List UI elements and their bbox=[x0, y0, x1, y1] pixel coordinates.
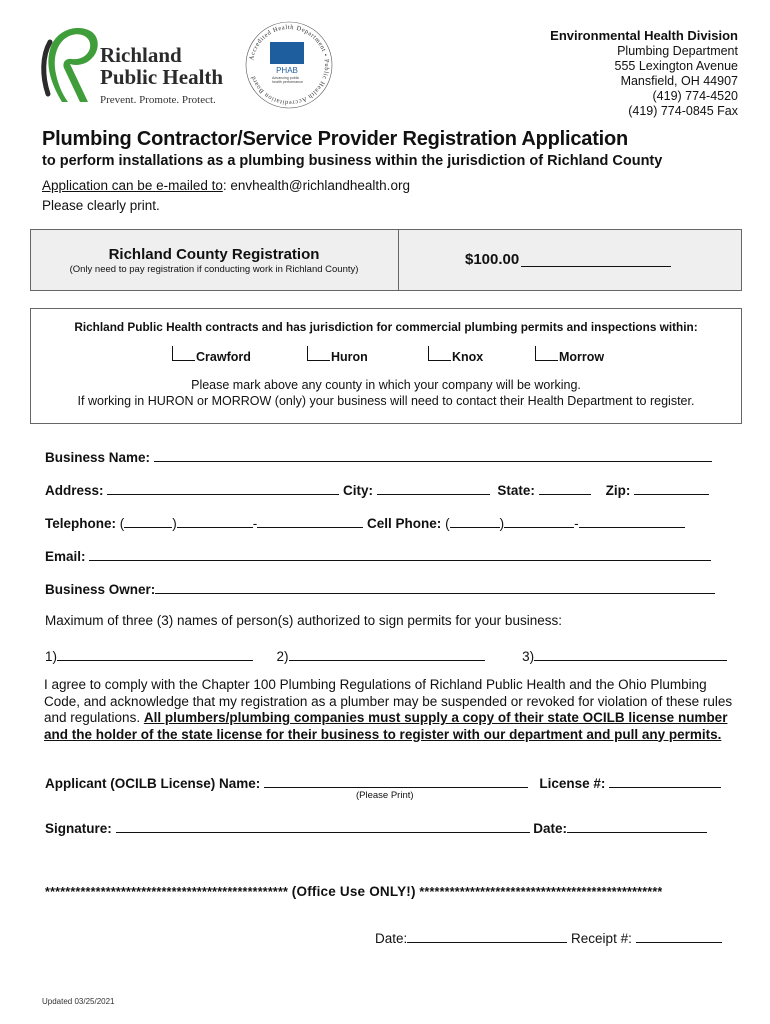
address-row bbox=[45, 481, 709, 498]
office-use-header bbox=[45, 884, 662, 899]
county-checkbox[interactable] bbox=[535, 346, 558, 361]
seal-abbr: PHAB bbox=[276, 66, 298, 75]
email-address-link[interactable]: envhealth@richlandhealth.org bbox=[226, 178, 410, 193]
email-label: Application can be e-mailed to bbox=[42, 178, 223, 193]
updated-date: Updated 03/25/2021 bbox=[42, 997, 115, 1006]
county-option-morrow[interactable] bbox=[535, 346, 604, 364]
business-owner-row bbox=[45, 580, 715, 597]
business-name-field[interactable] bbox=[154, 448, 712, 462]
county-note-register: If working in HURON or MORROW (only) your business will need to contact their Health Department to register. bbox=[77, 394, 695, 408]
contact-block bbox=[550, 28, 738, 119]
fax-number: (419) 774-0845 Fax bbox=[628, 104, 738, 118]
signer1-label: 1) bbox=[45, 649, 58, 664]
office-use-label: (Office Use ONLY!) bbox=[291, 884, 416, 899]
business-name-row bbox=[45, 448, 712, 465]
telephone-line-field[interactable] bbox=[257, 514, 363, 528]
county-checkbox[interactable] bbox=[172, 346, 195, 361]
seal-inner-text: Advancing public health performance bbox=[272, 76, 303, 84]
cell-area-code-field[interactable] bbox=[450, 514, 500, 528]
city-label: City: bbox=[343, 483, 374, 498]
county-checkbox[interactable] bbox=[428, 346, 451, 361]
phone-number: (419) 774-4520 bbox=[652, 89, 738, 103]
seal-ring-text: Accredited Health Department • Public Health Accreditation Board bbox=[248, 23, 331, 107]
county-label: Crawford bbox=[196, 350, 251, 364]
zip-label: Zip: bbox=[605, 483, 631, 498]
form-title: Plumbing Contractor/Service Provider Registration Application bbox=[42, 128, 629, 150]
form-subtitle: to perform installations as a plumbing business within the jurisdiction of Richland County bbox=[42, 153, 663, 169]
cell-line-field[interactable] bbox=[579, 514, 685, 528]
address-field[interactable] bbox=[107, 481, 339, 495]
signers-row bbox=[45, 647, 727, 664]
telephone-area-code-field[interactable] bbox=[124, 514, 172, 528]
signers-intro: Maximum of three (3) names of person(s) authorized to sign permits for your business: bbox=[45, 613, 562, 628]
logo-tagline: Prevent. Promote. Protect. bbox=[100, 94, 216, 106]
business-owner-field[interactable] bbox=[155, 580, 715, 594]
state-field[interactable] bbox=[539, 481, 591, 495]
county-label: Huron bbox=[331, 350, 368, 364]
office-date-label: Date: bbox=[375, 931, 408, 946]
license-field[interactable] bbox=[609, 774, 721, 788]
phab-accreditation-seal bbox=[244, 20, 334, 110]
county-option-crawford[interactable] bbox=[172, 346, 251, 364]
signature-date-label: Date: bbox=[533, 821, 568, 836]
receipt-field[interactable] bbox=[636, 929, 722, 943]
please-print-hint: (Please Print) bbox=[356, 790, 414, 801]
email-row bbox=[45, 547, 711, 564]
email-field[interactable] bbox=[89, 547, 711, 561]
county-option-huron[interactable] bbox=[307, 346, 368, 364]
county-note-mark: Please mark above any county in which your company will be working. bbox=[191, 378, 581, 392]
agreement-text: I agree to comply with the Chapter 100 Plumbing Regulations of Richland Public Health and the Ohio Plumbing Code, and acknowledge that my registration as a plumber may be suspended or revoked for violation of these rules and regulations. bbox=[44, 677, 733, 725]
office-stars-right: ************************************************ bbox=[419, 885, 663, 899]
registration-title: Richland County Registration bbox=[108, 246, 320, 263]
signature-field[interactable] bbox=[116, 819, 530, 833]
signature-label: Signature: bbox=[45, 821, 112, 836]
signature-date-field[interactable] bbox=[567, 819, 707, 833]
telephone-prefix-field[interactable] bbox=[177, 514, 253, 528]
zip-field[interactable] bbox=[634, 481, 709, 495]
agreement-paragraph bbox=[44, 677, 734, 743]
business-owner-label: Business Owner: bbox=[45, 582, 156, 597]
office-date-row bbox=[375, 929, 722, 946]
receipt-label: Receipt #: bbox=[571, 931, 632, 946]
office-stars-left: ************************************************ bbox=[45, 885, 289, 899]
signer1-field[interactable] bbox=[57, 647, 253, 661]
applicant-row bbox=[45, 774, 721, 791]
cell-phone-label: Cell Phone: bbox=[367, 516, 442, 531]
division-name: Environmental Health Division bbox=[550, 28, 738, 43]
county-checkbox[interactable] bbox=[307, 346, 330, 361]
business-name-label: Business Name: bbox=[45, 450, 151, 465]
signer2-field[interactable] bbox=[289, 647, 485, 661]
signer3-field[interactable] bbox=[534, 647, 727, 661]
county-label: Knox bbox=[452, 350, 484, 364]
registration-fee-field[interactable] bbox=[521, 252, 671, 267]
applicant-name-field[interactable] bbox=[264, 774, 528, 788]
agreement-requirement: All plumbers/plumbing companies must supply a copy of their state OCILB license number and the holder of the state license for their business to register with our department and pull any permits. bbox=[44, 710, 728, 742]
state-label: State: bbox=[497, 483, 535, 498]
registration-divider bbox=[398, 229, 399, 291]
street-address: 555 Lexington Avenue bbox=[614, 59, 738, 73]
county-intro: Richland Public Health contracts and has jurisdiction for commercial plumbing permits and inspections within: bbox=[74, 320, 698, 334]
logo-name-line2: Public Health bbox=[100, 65, 224, 89]
city-field[interactable] bbox=[377, 481, 490, 495]
county-option-knox[interactable] bbox=[428, 346, 483, 364]
cell-prefix-field[interactable] bbox=[504, 514, 574, 528]
print-note: Please clearly print. bbox=[42, 198, 160, 213]
registration-note: (Only need to pay registration if conducting work in Richland County) bbox=[69, 264, 359, 275]
telephone-label: Telephone: bbox=[45, 516, 117, 531]
county-label: Morrow bbox=[559, 350, 605, 364]
signature-row bbox=[45, 819, 707, 836]
email-field-label: Email: bbox=[45, 549, 86, 564]
license-label: License #: bbox=[539, 776, 606, 791]
email-sep: : bbox=[222, 178, 227, 193]
logo-name-line1: Richland bbox=[100, 43, 182, 67]
telephone-row: Telephone: ( ) - Cell Phone: ( ) - bbox=[45, 514, 685, 531]
signer2-label: 2) bbox=[276, 649, 289, 664]
registration-fee: $100.00 bbox=[465, 251, 520, 268]
email-instruction bbox=[42, 178, 410, 193]
office-date-field[interactable] bbox=[407, 929, 567, 943]
city-state-zip: Mansfield, OH 44907 bbox=[620, 74, 738, 88]
department-name: Plumbing Department bbox=[617, 44, 738, 58]
applicant-name-label: Applicant (OCILB License) Name: bbox=[45, 776, 261, 791]
signer3-label: 3) bbox=[522, 649, 535, 664]
address-label: Address: bbox=[45, 483, 104, 498]
